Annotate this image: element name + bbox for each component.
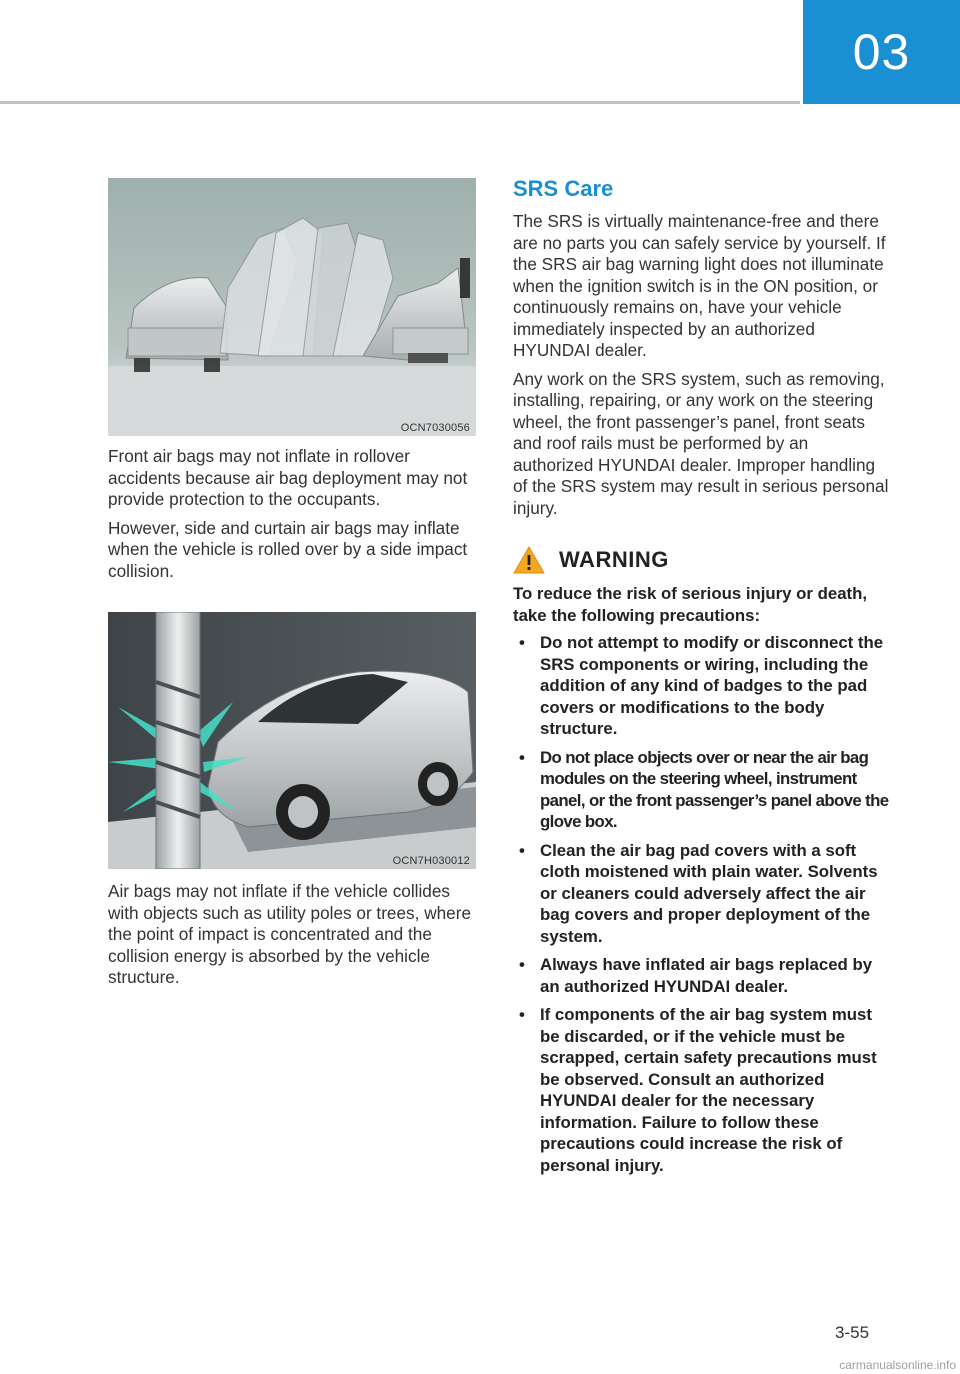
left-column: [108, 178, 478, 989]
paragraph: The SRS is virtually maintenance-free and there are no parts you can safely service by yourself. If the SRS air bag warning light does not illuminate when the ignition switch is in the ON position, or continuously remains on, have your vehicle immediately inspected by an authorized HYUNDAI dealer.: [513, 211, 886, 360]
warning-intro: To reduce the risk of serious injury or death, take the following precautions:: [513, 584, 868, 625]
warning-title: WARNING: [559, 547, 669, 572]
paragraph: However, side and curtain air bags may inflate when the vehicle is rolled over by a side impact collision.: [108, 517, 468, 581]
pole-collision-image: [108, 612, 476, 869]
warning-triangle-icon: [513, 545, 545, 575]
list-item: • Do not place objects over or near the air bag modules on the steering wheel, instrument panel, or the front passenger’s panel above the glove box.: [513, 747, 893, 833]
chapter-tab: [803, 0, 960, 104]
list-item: • Do not attempt to modify or disconnect the SRS components or wiring, including the addition of any kind of badges to the pad covers or modifications to the body structure.: [513, 632, 893, 740]
paragraph: Air bags may not inflate if the vehicle collides with objects such as utility poles or trees, where the point of impact is concentrated and the collision energy is absorbed by the vehicle structure.: [108, 881, 472, 987]
figure-code: OCN7H030012: [392, 855, 470, 867]
page-number: 3-55: [835, 1323, 870, 1342]
rollover-car-image: [108, 178, 476, 436]
right-column: [513, 172, 893, 1183]
chapter-number: 03: [852, 24, 911, 80]
pole-collision-illustration: [108, 612, 476, 869]
paragraph: Any work on the SRS system, such as removing, installing, repairing, or any work on the steering wheel, the front passenger’s panel, front seats and roof rails must be performed by an authorized HYUNDAI dealer. Improper handling of the SRS system may result in serious personal injury.: [513, 368, 889, 518]
figure-code: OCN7030056: [400, 422, 470, 434]
list-item: • Always have inflated air bags replaced by an authorized HYUNDAI dealer.: [513, 954, 893, 997]
list-item: • If components of the air bag system must be discarded, or if the vehicle must be scrapped, certain safety precautions must be observed. Consult an authorized HYUNDAI dealer for the necessary information. Failure to follow these precautions could increase the risk of personal injury.: [513, 1004, 893, 1176]
list-item: • Clean the air bag pad covers with a soft cloth moistened with plain water. Solvents or cleaners could adversely affect the air bag covers and proper deployment of the system.: [513, 840, 893, 948]
section-title: SRS Care: [513, 176, 614, 201]
rollover-illustration: [108, 178, 476, 436]
watermark: carmanualsonline.info: [839, 1358, 956, 1372]
header-rule: [0, 101, 800, 104]
paragraph: Front air bags may not inflate in rollover accidents because air bag deployment may not provide protection to the occupants.: [108, 446, 468, 509]
warning-list: [513, 632, 893, 1176]
warning-header: [513, 545, 893, 575]
